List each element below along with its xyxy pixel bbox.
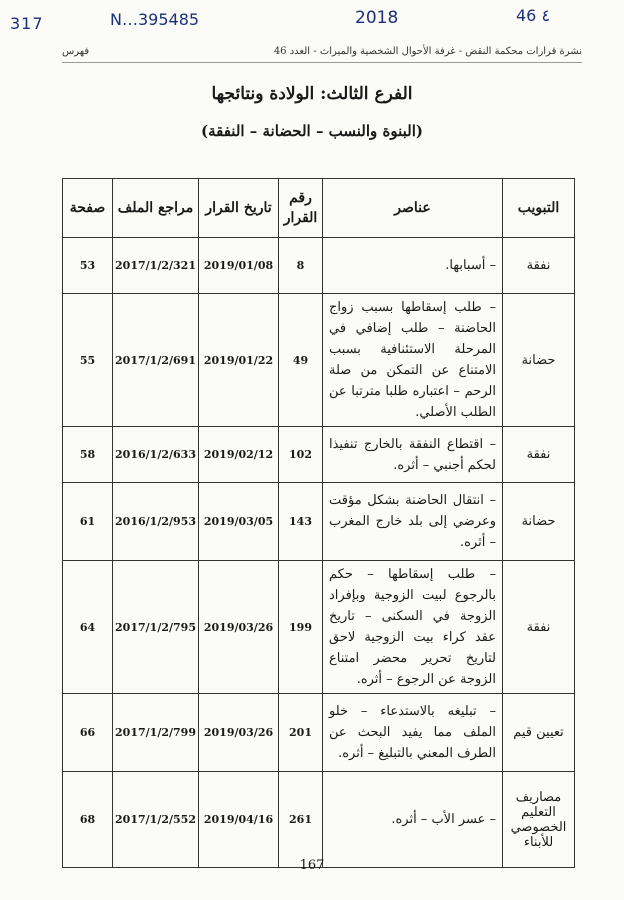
table-row (63, 294, 575, 427)
cell-elements: – أسبابها. (323, 238, 503, 294)
cell-decision-date: 2019/01/08 (199, 238, 279, 294)
cell-tabwib: مصاريف التعليم الخصوصي للأبناء (503, 772, 575, 868)
cell-page: 66 (63, 694, 113, 772)
table-row (63, 561, 575, 694)
cell-decision-date: 2019/03/26 (199, 561, 279, 694)
cell-tabwib: تعيين قيم (503, 694, 575, 772)
header-decision-date: تاريخ القرار (199, 179, 279, 238)
cell-decision-number: 49 (279, 294, 323, 427)
handwritten-note-left: 317 (10, 14, 44, 33)
cell-elements: – انتقال الحاضنة بشكل مؤقت وعرضي إلى بلد خارج المغرب – أثره. (323, 483, 503, 561)
cell-page: 61 (63, 483, 113, 561)
cell-decision-number: 143 (279, 483, 323, 561)
cell-file-ref: 2017/1/2/795 (113, 561, 199, 694)
cell-decision-date: 2019/01/22 (199, 294, 279, 427)
handwritten-note-number: N…395485 (110, 10, 200, 29)
cell-page: 55 (63, 294, 113, 427)
header-page: صفحة (63, 179, 113, 238)
table-row (63, 772, 575, 868)
cell-file-ref: 2017/1/2/799 (113, 694, 199, 772)
handwritten-note-date: 2018 (355, 8, 399, 28)
cell-decision-number: 102 (279, 427, 323, 483)
cell-file-ref: 2016/1/2/633 (113, 427, 199, 483)
cell-decision-number: 261 (279, 772, 323, 868)
cell-decision-number: 199 (279, 561, 323, 694)
index-table (62, 178, 575, 868)
cell-elements: – تبليغه بالاستدعاء – خلو الملف مما يفيد البحث عن الطرف المعني بالتبليغ – أثره. (323, 694, 503, 772)
page-number: 167 (299, 858, 325, 873)
table-row (63, 238, 575, 294)
table-row (63, 694, 575, 772)
cell-tabwib: نفقة (503, 561, 575, 694)
cell-decision-number: 8 (279, 238, 323, 294)
cell-page: 53 (63, 238, 113, 294)
cell-file-ref: 2017/1/2/552 (113, 772, 199, 868)
cell-decision-date: 2019/02/12 (199, 427, 279, 483)
cell-elements: – عسر الأب – أثره. (323, 772, 503, 868)
section-subtitle: (البنوة والنسب – الحضانة – النفقة) (200, 122, 424, 140)
handwritten-note-right: 46 ٤ (516, 6, 551, 25)
cell-page: 58 (63, 427, 113, 483)
cell-elements: – طلب إسقاطها بسبب زواج الحاضنة – طلب إضافي في المرحلة الاستئنافية بسبب الامتناع عن التمكن من صلة الرحم – اعتباره طلبا مترتبا عن الطلب الأصلي. (323, 294, 503, 427)
cell-decision-date: 2019/04/16 (199, 772, 279, 868)
journal-title: نشرة قرارات محكمة النقض - غرفة الأحوال الشخصية والميراث - العدد 46 (273, 46, 582, 57)
header-tabwib: التبويب (503, 179, 575, 238)
section-title: الفرع الثالث: الولادة ونتائجها (211, 84, 413, 104)
cell-file-ref: 2017/1/2/691 (113, 294, 199, 427)
header-decision-number: رقم القرار (279, 179, 323, 238)
table-row (63, 427, 575, 483)
running-header (62, 46, 582, 63)
header-file-ref: مراجع الملف (113, 179, 199, 238)
cell-decision-number: 201 (279, 694, 323, 772)
cell-page: 68 (63, 772, 113, 868)
table-row (63, 483, 575, 561)
cell-tabwib: نفقة (503, 238, 575, 294)
table-header-row (63, 179, 575, 238)
cell-decision-date: 2019/03/05 (199, 483, 279, 561)
cell-page: 64 (63, 561, 113, 694)
cell-elements: – طلب إسقاطها – حكم بالرجوع لبيت الزوجية وبإفراد الزوجة في السكنى – تاريخ عقد كراء بيت الزوجية لاحق لتاريخ تحرير محضر امتناع الزوجة عن الرجوع – أثره. (323, 561, 503, 694)
cell-tabwib: نفقة (503, 427, 575, 483)
cell-file-ref: 2017/1/2/321 (113, 238, 199, 294)
cell-tabwib: حضانة (503, 483, 575, 561)
cell-decision-date: 2019/03/26 (199, 694, 279, 772)
cell-elements: – اقتطاع النفقة بالخارج تنفيذا لحكم أجنبي – أثره. (323, 427, 503, 483)
cell-file-ref: 2016/1/2/953 (113, 483, 199, 561)
cell-tabwib: حضانة (503, 294, 575, 427)
header-elements: عناصر (323, 179, 503, 238)
header-index-label: فهرس (62, 46, 90, 57)
